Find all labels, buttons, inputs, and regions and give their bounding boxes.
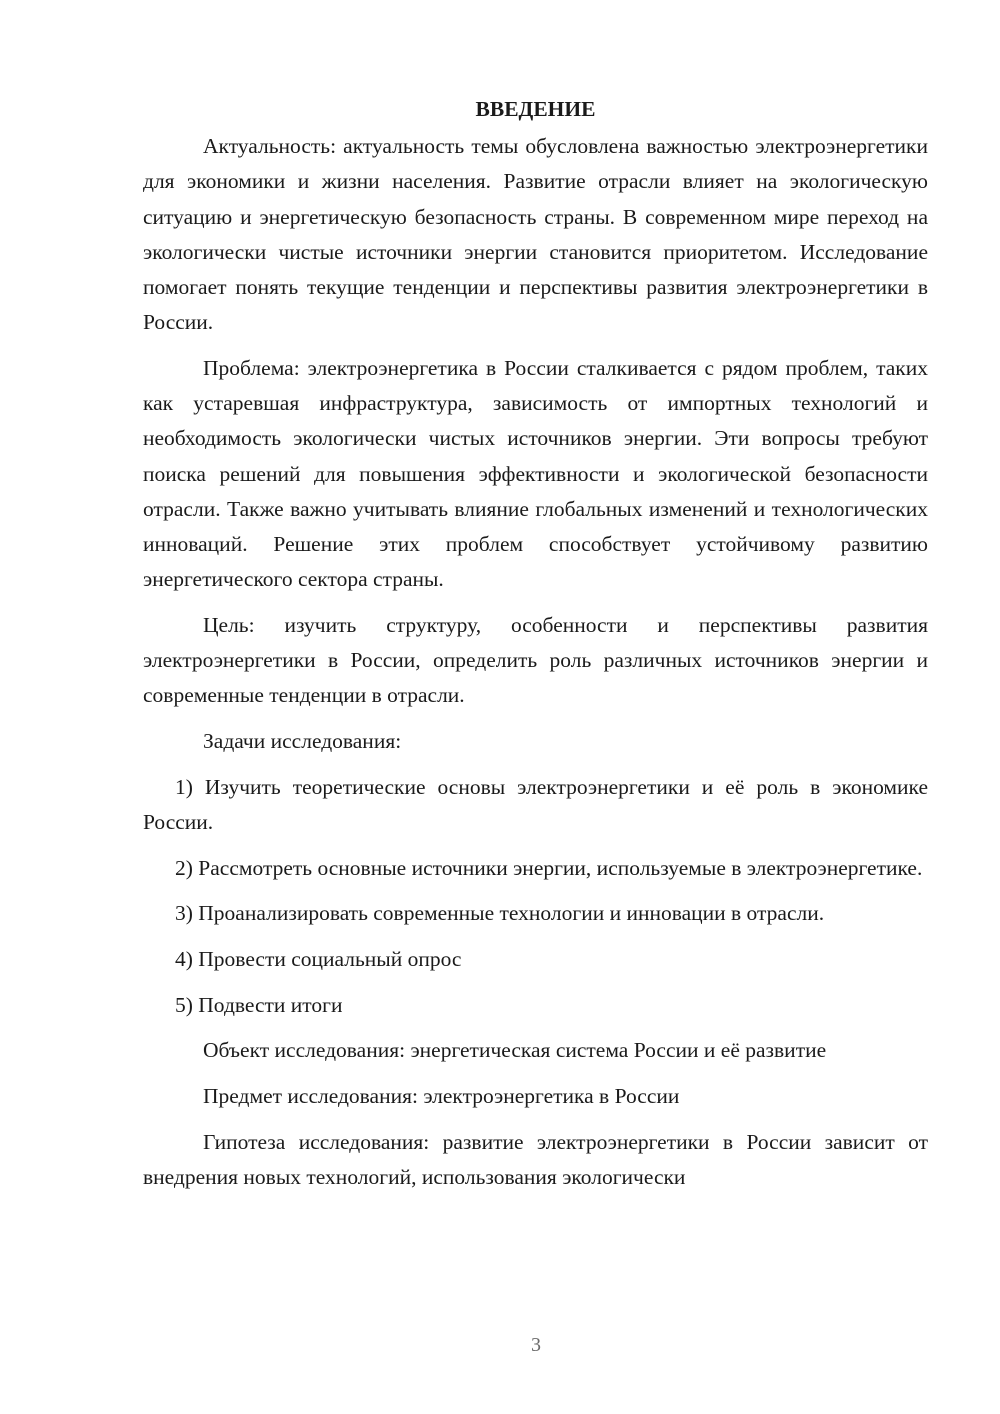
- goal-paragraph: Цель: изучить структуру, особенности и перспективы развития электроэнергетики в России, определить роль различных источников энергии и современные тенденции в отрасли.: [143, 612, 928, 708]
- task-item-4: 4) Провести социальный опрос: [175, 946, 462, 971]
- task-item-1: 1) Изучить теоретические основы электроэнергетики и её роль в экономике России.: [143, 774, 928, 834]
- section-heading: ВВЕДЕНИЕ: [475, 97, 596, 121]
- task-item-3: 3) Проанализировать современные технологии и инновации в отрасли.: [175, 901, 825, 926]
- page-number: 3: [531, 1334, 541, 1356]
- page-content: [143, 92, 928, 1195]
- tasks-title: Задачи исследования:: [203, 728, 402, 753]
- task-item-5: 5) Подвести итоги: [175, 992, 343, 1017]
- hypothesis-paragraph: Гипотеза исследования: развитие электроэнергетики в России зависит от внедрения новых технологий, использования экологически: [143, 1129, 928, 1189]
- relevance-paragraph: Актуальность: актуальность темы обусловлена важностью электроэнергетики для экономики и жизни населения. Развитие отрасли влияет на экологическую ситуацию и энергетическую безопасность страны. В современном мире переход на экологически чистые источники энергии становится приоритетом. Исследование помогает понять текущие тенденции и перспективы развития электроэнергетики в России.: [143, 134, 928, 335]
- object-paragraph: Объект исследования: энергетическая система России и её развитие: [203, 1038, 827, 1063]
- task-item-2: 2) Рассмотреть основные источники энергии, используемые в электроэнергетике.: [175, 855, 923, 880]
- problem-paragraph: Проблема: электроэнергетика в России сталкивается с рядом проблем, таких как устаревшая инфраструктура, зависимость от импортных технологий и необходимость экологически чистых источников энергии. Эти вопросы требуют поиска решений для повышения эффективности и экологической безопасности отрасли. Также важно учитывать влияние глобальных изменений и технологических инноваций. Решение этих проблем способствует устойчивому развитию энергетического сектора страны.: [143, 355, 928, 592]
- subject-paragraph: Предмет исследования: электроэнергетика в России: [203, 1084, 680, 1109]
